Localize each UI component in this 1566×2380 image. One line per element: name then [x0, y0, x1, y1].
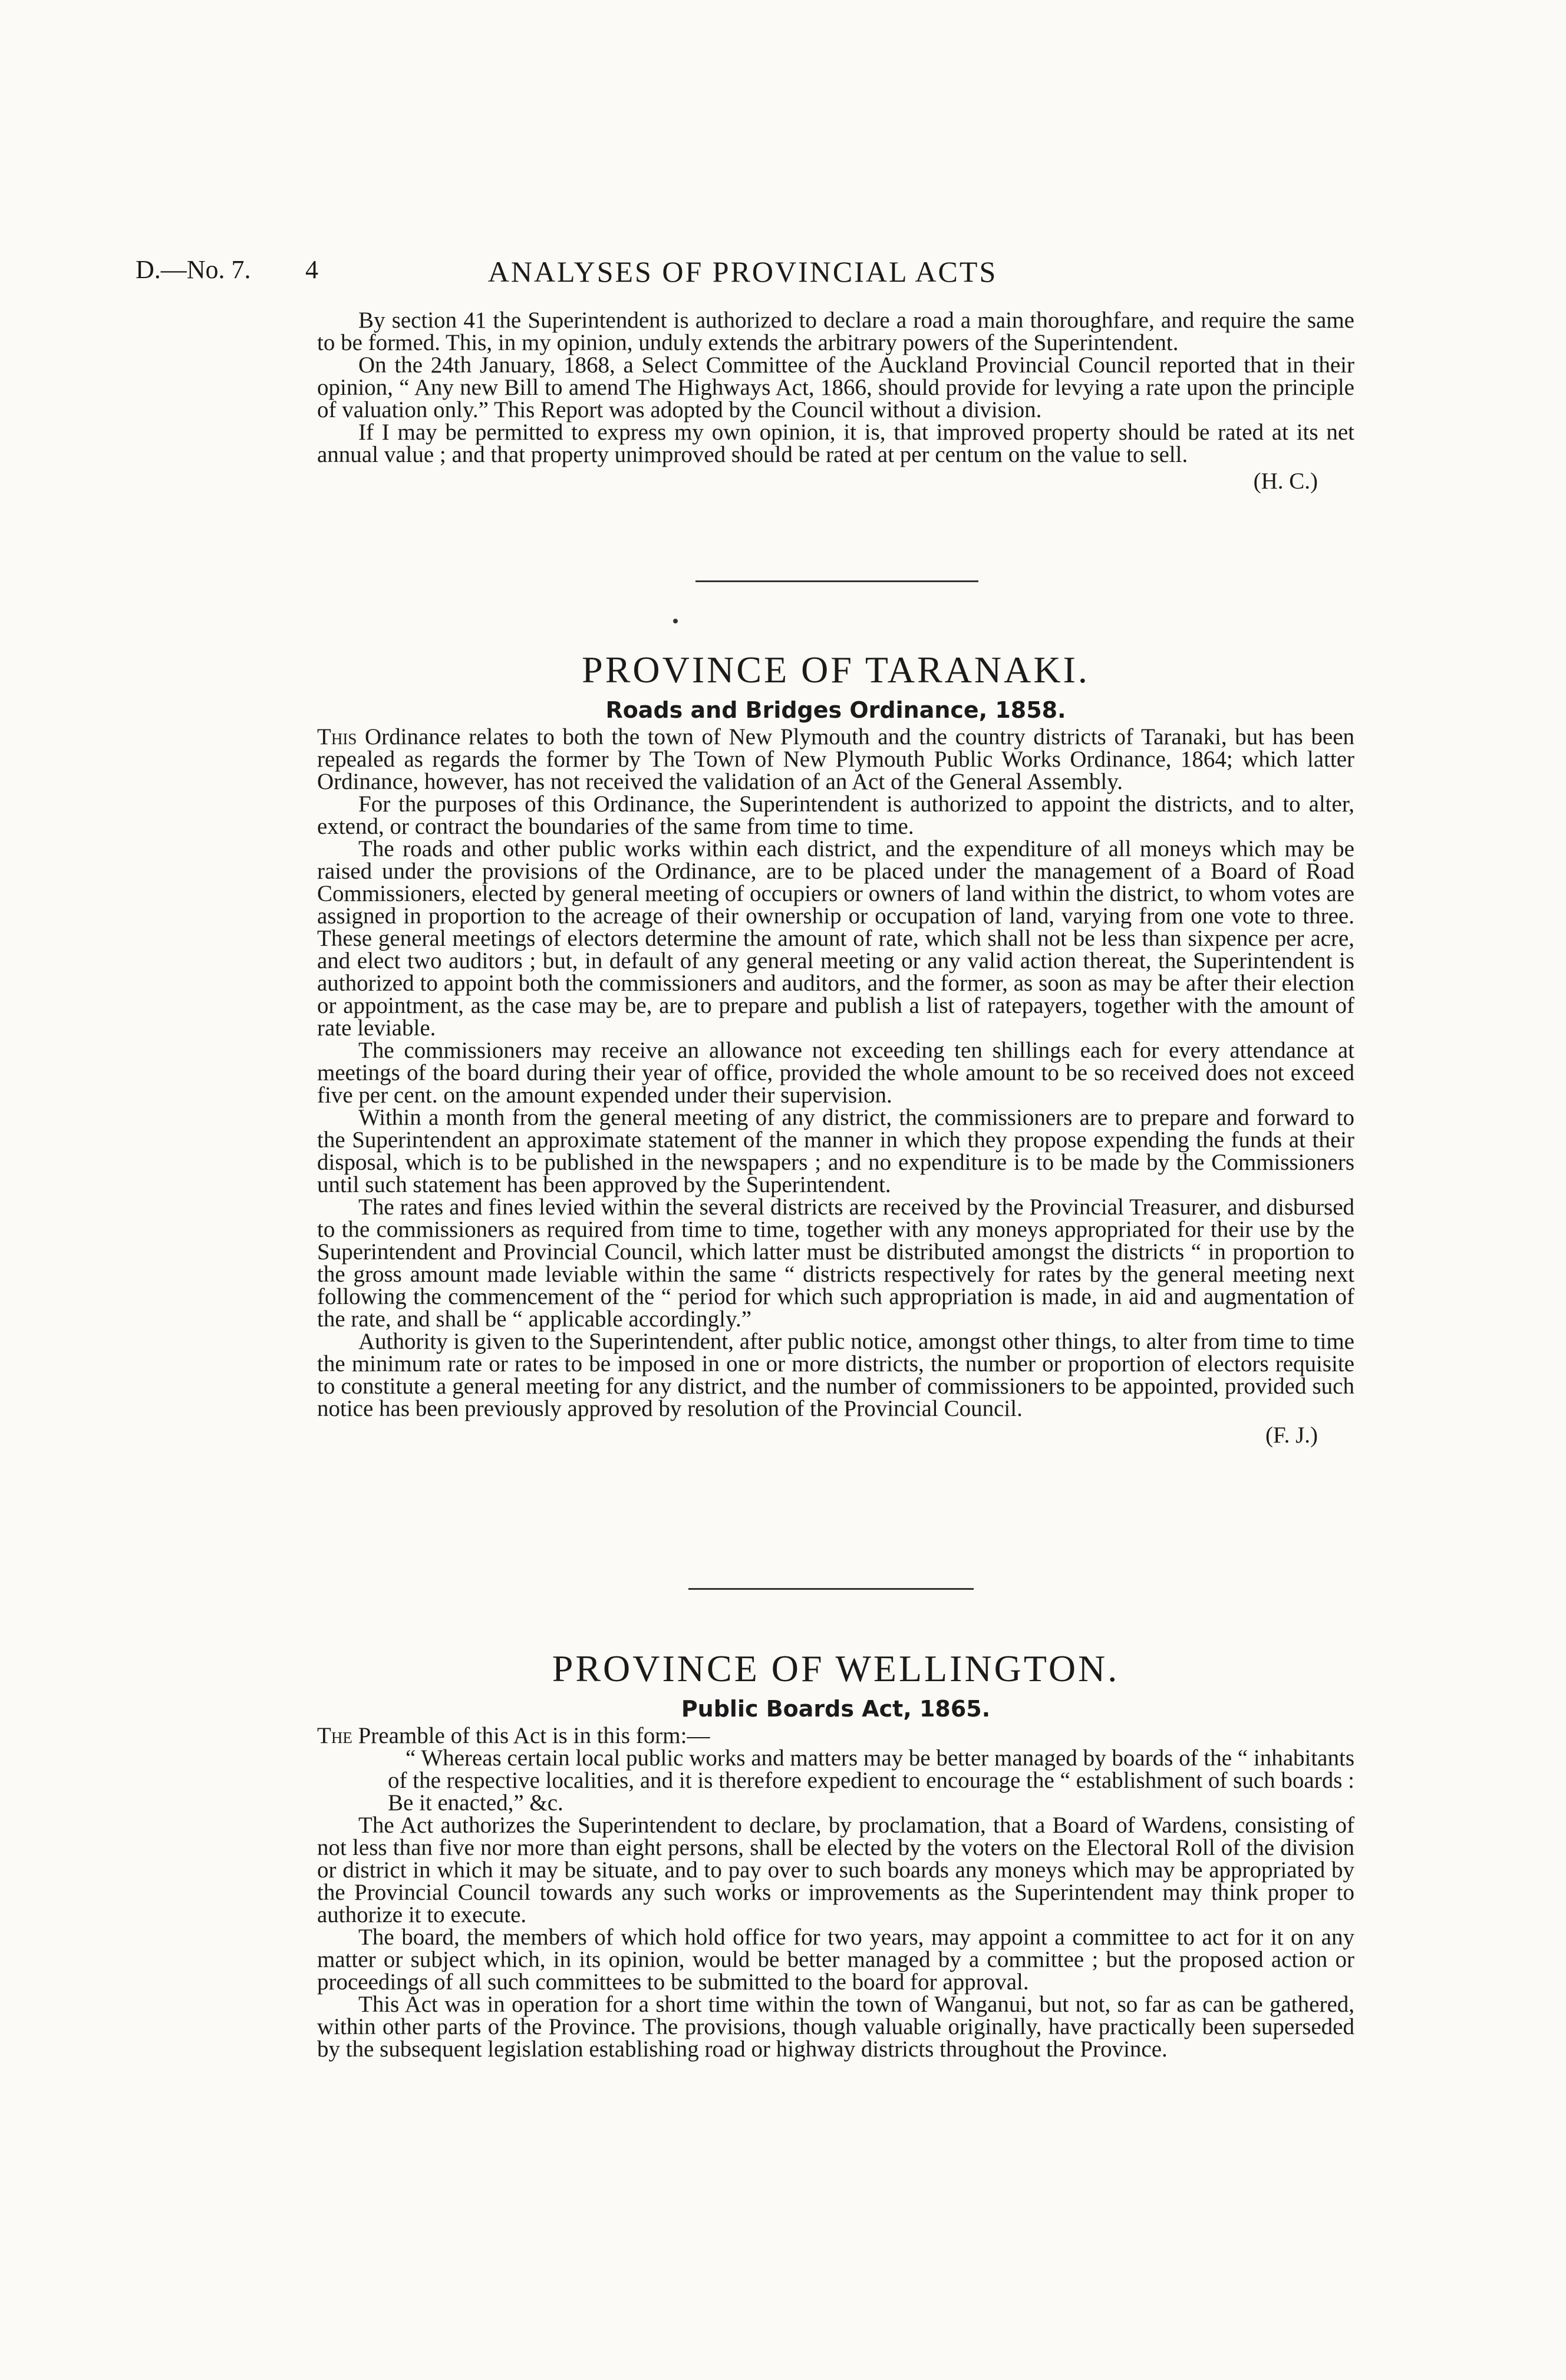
- preamble-quote: [317, 1747, 1354, 1814]
- paragraph: Within a month from the general meeting of any district, the commissioners are to prepare and forward to the Superintendent an approximate statement of the manner in which they propose expending the funds at their disposal, which is to be published in the newspapers ; and no expenditure is to be made by the Commissioners until such statement has been approved by the Superintendent.: [317, 1105, 1354, 1197]
- taranaki-section: [317, 648, 1354, 1448]
- author-signature: (F. J.): [1265, 1422, 1318, 1448]
- paragraph: The roads and other public works within each district, and the expenditure of all moneys which may be raised under the provisions of the Ordinance, are to be placed under the management of a Board of Road Commissioners, elected by general meeting of occupiers or owners of land within the district, to whom votes are assigned in proportion to the acreage of their ownership or occupation of land, varying from one vote to three. These general meetings of electors determine the amount of rate, which shall not be less than sixpence per acre, and elect two auditors ; but, in default of any general meeting or any valid action thereat, the Superintendent is authorized to appoint both the commissioners and auditors, and the former, as soon as may be after their election or appointment, as the case may be, are to prepare and publish a list of ratepayers, together with the amount of rate leviable.: [317, 836, 1354, 1041]
- paragraph: By section 41 the Superintendent is authorized to declare a road a main thoroughfare, and require the same to be formed. This, in my opinion, unduly extends the arbitrary powers of the Superintendent.: [317, 308, 1354, 355]
- drop-word: This: [317, 724, 357, 750]
- paragraph: The commissioners may receive an allowance not exceeding ten shillings each for every attendance at meetings of the board during their year of office, provided the whole amount to be so received does not exceed five per cent. on the amount expended under their supervision.: [317, 1038, 1354, 1108]
- quote-text: “ Whereas certain local public works and matters may be better managed by boards of the “ inhabitants of the respective localities, and it is therefore expedient to encourage the “ establishment of such boards : Be it enacted,” &c.: [388, 1745, 1354, 1815]
- paragraph: This Act was in operation for a short time within the town of Wanganui, but not, so far as can be gathered, within other parts of the Province. The provisions, though valuable originally, have practically been superseded by the subsequent legislation establishing road or highway districts throughout the Province.: [317, 1992, 1354, 2062]
- paragraph: This Ordinance relates to both the town of New Plymouth and the country districts of Taranaki, but has been repealed as regards the former by The Town of New Plymouth Public Works Ordinance, 1864; which latter Ordinance, however, has not received the validation of an Act of the General Assembly.: [317, 724, 1354, 794]
- page-number: 4: [305, 255, 318, 284]
- paragraph: For the purposes of this Ordinance, the Superintendent is authorized to appoint the districts, and to alter, extend, or contract the boundaries of the same from time to time.: [317, 791, 1354, 839]
- ornament-dot: [673, 619, 678, 623]
- auckland-continuation: [317, 309, 1354, 494]
- paragraph: The Act authorizes the Superintendent to declare, by proclamation, that a Board of Wardens, consisting of not less than five nor more than eight persons, shall be elected by the voters on the Electoral Roll of the division or district in which it may be situate, and to pay over to such boards any moneys which may be appropriated by the Provincial Council towards any such works or improvements as the Superintendent may think proper to authorize it to execute.: [317, 1813, 1354, 1927]
- paragraph: Authority is given to the Superintendent, after public notice, amongst other things, to alter from time to time the minimum rate or rates to be imposed in one or more districts, the number or proportion of electors requisite to constitute a general meeting for any district, and the number of commissioners to be appointed, provided such notice has been previously approved by resolution of the Provincial Council.: [317, 1329, 1354, 1421]
- paragraph: The Preamble of this Act is in this form:—: [317, 1723, 710, 1748]
- paragraph: On the 24th January, 1868, a Select Committee of the Auckland Provincial Council reported that in their opinion, “ Any new Bill to amend The Highways Act, 1866, should provide for levying a rate upon the principle of valuation only.” This Report was adopted by the Council without a division.: [317, 352, 1354, 422]
- paragraph: If I may be permitted to express my own opinion, it is, that improved property should be rated at its net annual value ; and that property unimproved should be rated at per centum on the value to sell.: [317, 420, 1354, 467]
- running-title: ANALYSES OF PROVINCIAL ACTS: [487, 255, 998, 288]
- section-subheading: Roads and Bridges Ordinance, 1858.: [605, 697, 1066, 723]
- author-signature: (H. C.): [1253, 468, 1318, 494]
- section-heading: PROVINCE OF TARANAKI.: [582, 649, 1090, 691]
- document-reference: D.—No. 7.: [136, 255, 251, 284]
- wellington-section: [317, 1647, 1354, 2061]
- section-divider: [695, 580, 978, 582]
- drop-word: The: [317, 1723, 352, 1748]
- paragraph: The rates and fines levied within the several districts are received by the Provincial Treasurer, and disbursed to the commissioners as required from time to time, together with any moneys appropriated for their use by the Superintendent and Provincial Council, which latter must be distributed amongst the districts “ in proportion to the gross amount made leviable within the same “ districts respectively for rates by the general meeting next following the commencement of the “ period for which such appropriation is made, in aid and augmentation of the rate, and shall be “ applicable accordingly.”: [317, 1194, 1354, 1332]
- paragraph: The board, the members of which hold office for two years, may appoint a committee to act for it on any matter or subject which, in its opinion, would be better managed by a committee ; but the proposed action or proceedings of all such committees to be submitted to the board for approval.: [317, 1925, 1354, 1995]
- running-header: [136, 255, 1350, 290]
- section-subheading: Public Boards Act, 1865.: [681, 1696, 991, 1722]
- section-heading: PROVINCE OF WELLINGTON.: [552, 1648, 1120, 1689]
- section-divider: [688, 1588, 974, 1590]
